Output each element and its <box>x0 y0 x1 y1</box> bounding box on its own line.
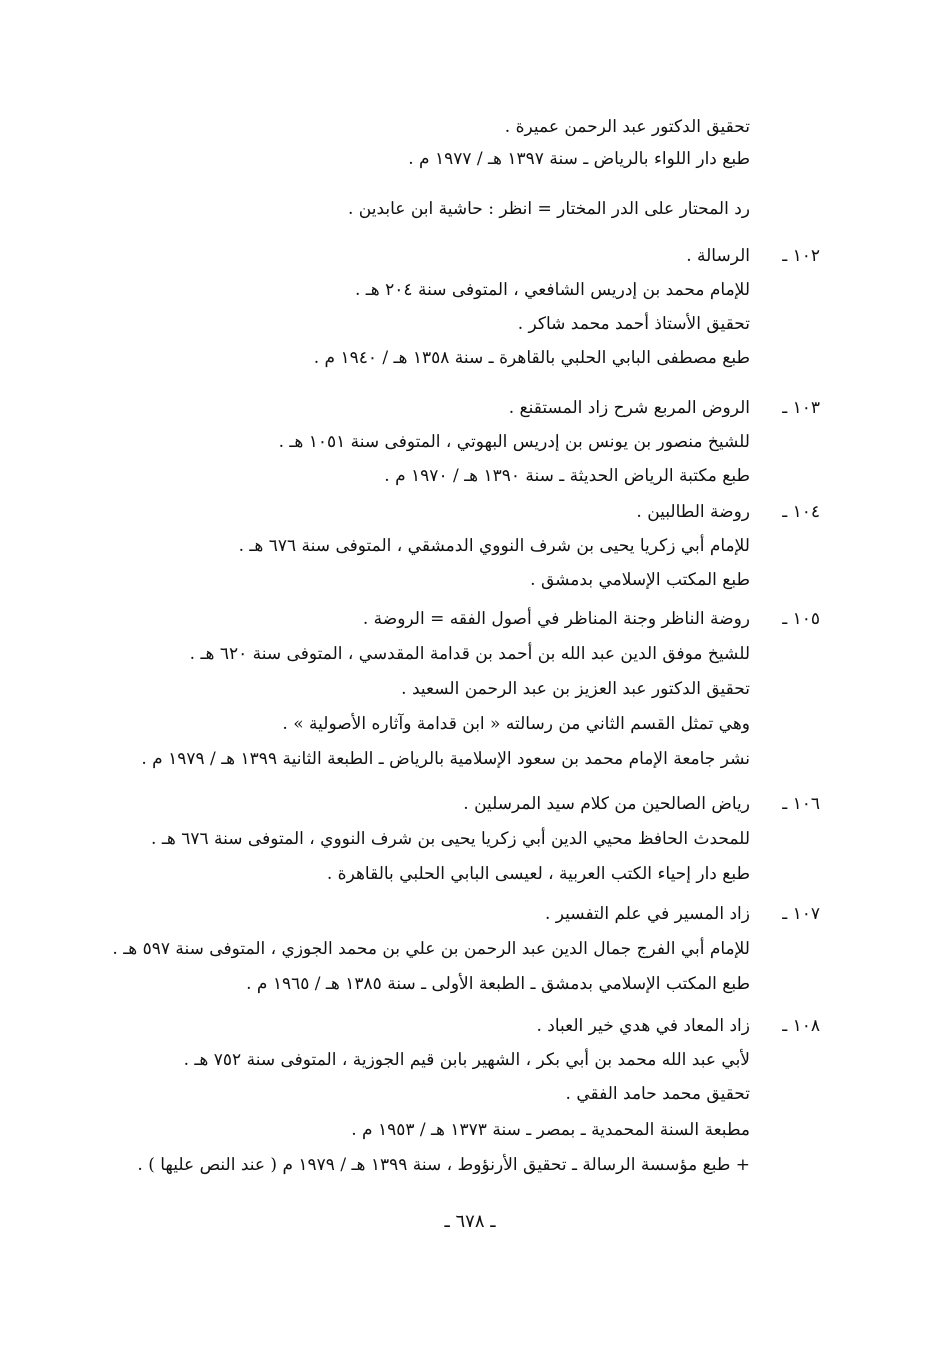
entry-title: زاد المسير في علم التفسير . <box>544 904 750 924</box>
entry-title: الرسالة . <box>686 246 750 266</box>
entry-alt-edition: + طبع مؤسسة الرسالة ـ تحقيق الأرنؤوط ، سنة ١٣٩٩ هـ / ١٩٧٩ م ( عند النص عليها ) . <box>137 1155 750 1175</box>
entry-author: للشيخ منصور بن يونس بن إدريس البهوتي ، المتوفى سنة ١٠٥١ هـ . <box>278 432 750 452</box>
entry-author: لأبي عبد الله محمد بن أبي بكر ، الشهير بابن قيم الجوزية ، المتوفى سنة ٧٥٢ هـ . <box>183 1050 750 1070</box>
entry-editor: تحقيق الأستاذ أحمد محمد شاكر . <box>517 314 750 334</box>
entry-title: رياض الصالحين من كلام سيد المرسلين . <box>463 794 750 814</box>
entry-author: للشيخ موفق الدين عبد الله بن أحمد بن قدامة المقدسي ، المتوفى سنة ٦٢٠ هـ . <box>189 644 750 664</box>
entry-number: ١٠٣ ـ <box>782 398 820 418</box>
entry-title: روضة الناظر وجنة المناظر في أصول الفقه = الروضة . <box>362 609 750 629</box>
entry-note: وهي تمثل القسم الثاني من رسالته « ابن قدامة وآثاره الأصولية » . <box>282 714 750 734</box>
entry-publisher: طبع دار إحياء الكتب العربية ، لعيسى البابي الحلبي بالقاهرة . <box>326 864 750 884</box>
intro-tahqiq-line: تحقيق الدكتور عبد الرحمن عميرة . <box>504 117 750 137</box>
page-number: ـ ٦٧٨ ـ <box>444 1211 496 1232</box>
entry-number: ١٠٤ ـ <box>782 502 820 522</box>
entry-number: ١٠٦ ـ <box>782 794 820 814</box>
entry-number: ١٠٧ ـ <box>782 904 820 924</box>
entry-editor: تحقيق محمد حامد الفقي . <box>565 1084 750 1104</box>
entry-author: للإمام أبي الفرج جمال الدين عبد الرحمن بن علي بن محمد الجوزي ، المتوفى سنة ٥٩٧ هـ . <box>112 939 750 959</box>
entry-editor: تحقيق الدكتور عبد العزيز بن عبد الرحمن السعيد . <box>401 679 750 699</box>
entry-publisher: طبع المكتب الإسلامي بدمشق . <box>530 570 750 590</box>
entry-publisher: طبع مكتبة الرياض الحديثة ـ سنة ١٣٩٠ هـ / ١٩٧٠ م . <box>384 466 750 486</box>
entry-publisher: طبع مصطفى البابي الحلبي بالقاهرة ـ سنة ١٣٥٨ هـ / ١٩٤٠ م . <box>313 348 750 368</box>
entry-publisher: طبع المكتب الإسلامي بدمشق ـ الطبعة الأولى ـ سنة ١٣٨٥ هـ / ١٩٦٥ م . <box>246 974 750 994</box>
entry-publisher: مطبعة السنة المحمدية ـ بمصر ـ سنة ١٣٧٣ هـ / ١٩٥٣ م . <box>351 1120 750 1140</box>
entry-publisher: نشر جامعة الإمام محمد بن سعود الإسلامية بالرياض ـ الطبعة الثانية ١٣٩٩ هـ / ١٩٧٩ م . <box>141 749 750 769</box>
entry-number: ١٠٥ ـ <box>782 609 820 629</box>
entry-number: ١٠٨ ـ <box>782 1016 820 1036</box>
intro-cross-reference: رد المحتار على الدر المختار = انظر : حاشية ابن عابدين . <box>347 199 750 219</box>
intro-print-line: طبع دار اللواء بالرياض ـ سنة ١٣٩٧ هـ / ١٩٧٧ م . <box>408 149 750 169</box>
entry-title: زاد المعاد في هدي خير العباد . <box>536 1016 750 1036</box>
entry-number: ١٠٢ ـ <box>782 246 820 266</box>
entry-author: للمحدث الحافظ محيي الدين أبي زكريا يحيى بن شرف النووي ، المتوفى سنة ٦٧٦ هـ . <box>151 829 750 849</box>
entry-title: الروض المربع شرح زاد المستقنع . <box>508 398 750 418</box>
entry-title: روضة الطالبين . <box>636 502 750 522</box>
entry-author: للإمام محمد بن إدريس الشافعي ، المتوفى سنة ٢٠٤ هـ . <box>354 280 750 300</box>
entry-author: للإمام أبي زكريا يحيى بن شرف النووي الدمشقي ، المتوفى سنة ٦٧٦ هـ . <box>238 536 750 556</box>
